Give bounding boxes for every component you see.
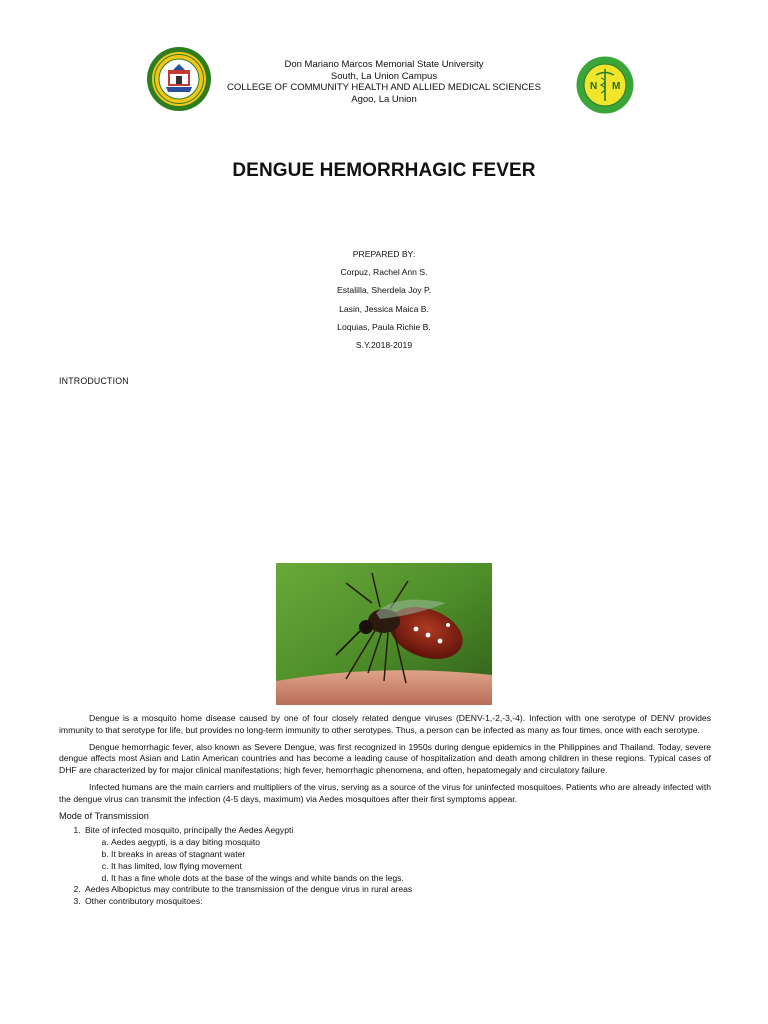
campus-name: South, La Union Campus (330, 70, 438, 82)
transmission-list (59, 825, 711, 908)
author-name: Loquias, Paula Richie B. (337, 321, 431, 332)
author-name: Lasin, Jessica Maica B. (339, 303, 429, 314)
list-item (83, 825, 711, 884)
school-year: S.Y.2018-2019 (355, 339, 413, 350)
college-seal-logo (576, 56, 634, 114)
university-seal-logo (146, 46, 212, 112)
introduction-heading: INTRODUCTION (59, 376, 129, 386)
sub-list-item: a. Aedes aegypti, is a day biting mosquito (111, 837, 711, 849)
mosquito-photo (276, 563, 492, 705)
paragraph: Dengue hemorrhagic fever, also known as Severe Dengue, was first recognized in 1950s during dengue epidemics in the Philippines and Thailand. Today, severe dengue affects most Asian and Latin American countries and has become a leading cause of hospitalization and death among children in these regions. Typical cases of DHF are characterized by for major clinical manifestations; high fever, hemorrhagic phenomena, and often, hepatomegaly and circulatory failure. (59, 741, 711, 776)
seal-letter-n: N (590, 81, 598, 92)
prepared-by-label: PREPARED BY: (352, 249, 416, 259)
sub-list-item: c. It has limited, low flying movement (111, 861, 711, 873)
sub-list-item: b. It breaks in areas of stagnant water (111, 849, 711, 861)
seal-letter-m: M (612, 81, 621, 92)
author-name: Estalilla, Sherdela Joy P. (337, 285, 431, 296)
sub-list-item: d. It has a fine whole dots at the base of the wings and white bands on the legs. (111, 873, 711, 885)
college-name: COLLEGE OF COMMUNITY HEALTH AND ALLIED MEDICAL SCIENCES (227, 82, 541, 93)
author-name: Corpuz, Rachel Ann S. (340, 267, 428, 278)
sub-list (85, 837, 711, 884)
document-body (59, 713, 711, 908)
list-item-text: Bite of infected mosquito, principally the Aedes Aegypti (85, 825, 294, 836)
paragraph: Infected humans are the main carriers and multipliers of the virus, serving as a source of the virus for uninfected mosquitoes. Patients who are already infected with the dengue virus can transmit the infection (4-5 days, maximum) via Aedes mosquitoes after their first symptoms appear. (59, 781, 711, 804)
list-item: 2. Aedes Albopictus may contribute to the transmission of the dengue virus in rural areas (83, 884, 711, 896)
document-title: DENGUE HEMORRHAGIC FEVER (232, 160, 536, 181)
list-item: 3. Other contributory mosquitoes: (83, 896, 711, 908)
paragraph: Dengue is a mosquito home disease caused by one of four closely related dengue viruses (DENV-1,-2,-3,-4). Infection with one serotype of DENV provides immunity to that serotype for life, but provides no long-term immunity to other serotypes. Thus, a person can be infected as many as four times, once with each serotype. (59, 713, 711, 735)
mode-of-transmission-heading: Mode of Transmission (59, 810, 149, 821)
university-name: Don Mariano Marcos Memorial State University (284, 59, 484, 70)
campus-location: Agoo, La Union (351, 93, 417, 105)
prepared-by-block (0, 249, 768, 358)
document-header (212, 59, 556, 105)
